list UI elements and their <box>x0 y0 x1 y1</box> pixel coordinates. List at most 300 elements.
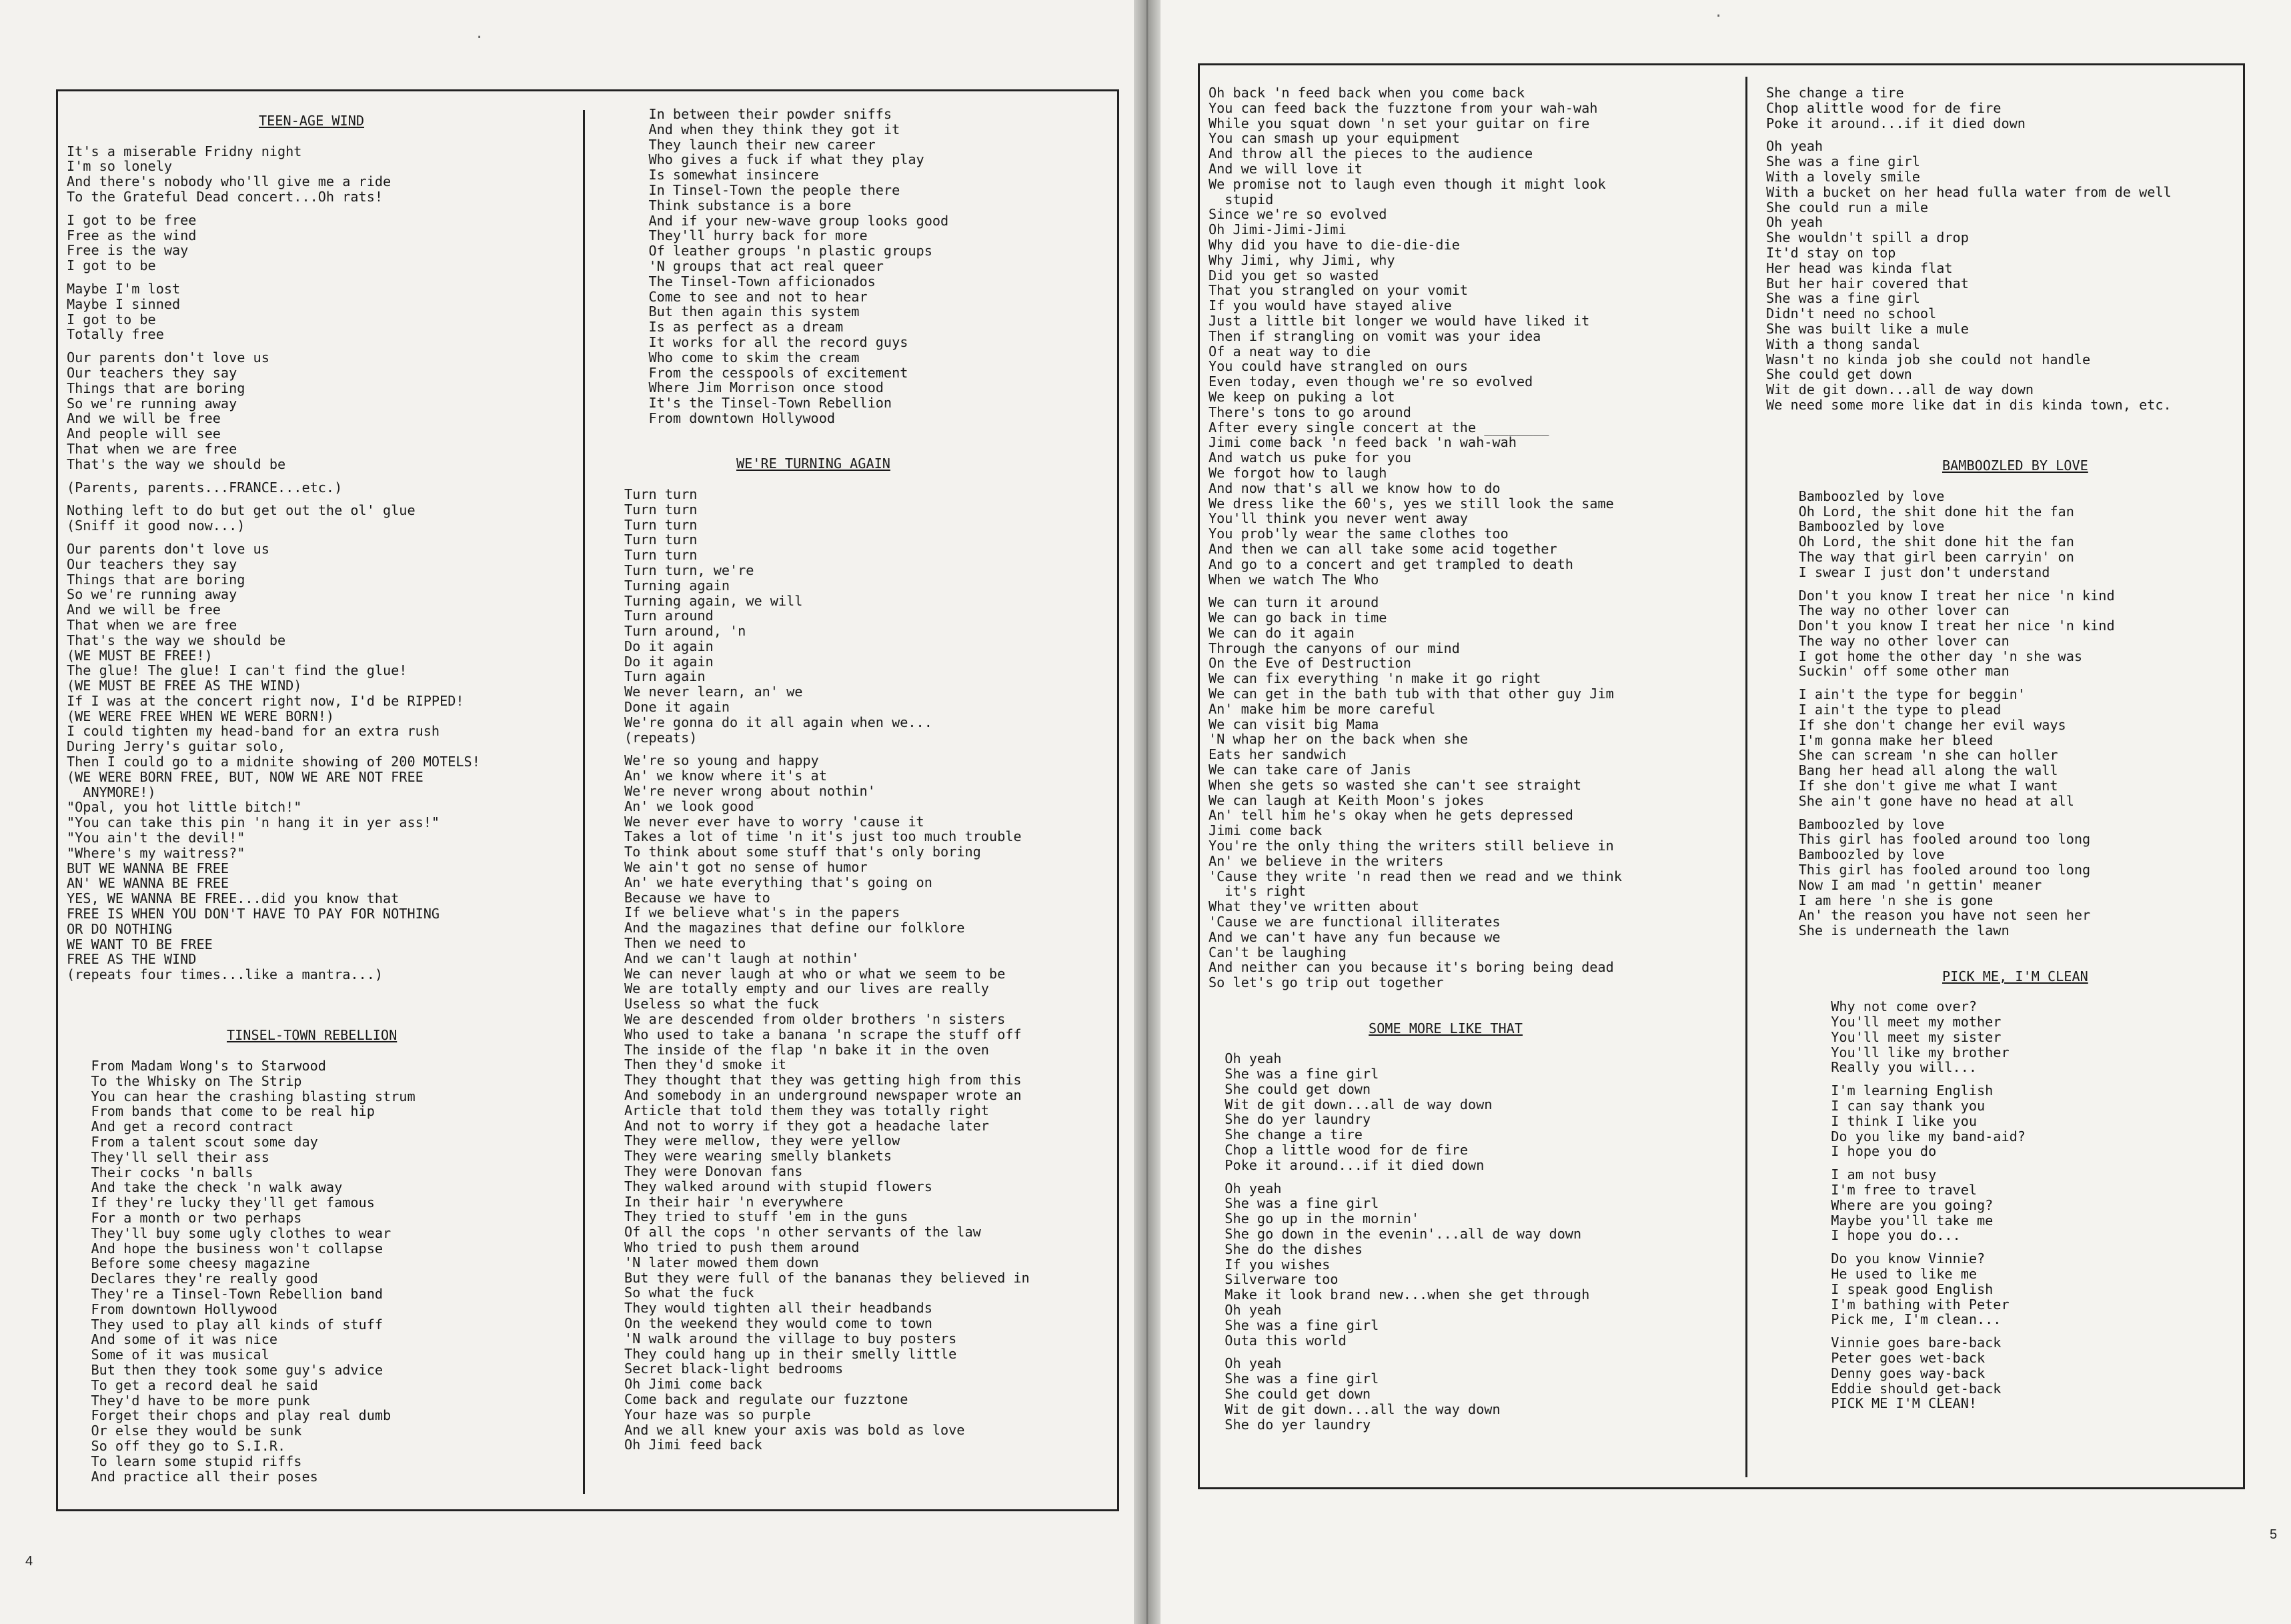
lyric-line: FREE AS THE WIND <box>67 951 197 968</box>
lyric-line: From downtown Hollywood <box>624 410 836 426</box>
lyric-line: It's the Tinsel-Town Rebellion <box>624 395 892 412</box>
stanza-break <box>1766 938 2172 954</box>
lyric-line: And we can't have any fun because we <box>1209 928 1501 945</box>
lyric-line: FREE IS WHEN YOU DON'T HAVE TO PAY FOR NOTHING <box>67 906 440 922</box>
lyric-line: They used to play all kinds of stuff <box>67 1316 384 1333</box>
lyric-line: That you strangled on your vomit <box>1209 282 1468 299</box>
lyric-line: Our parents don't love us <box>67 540 269 557</box>
lyric-line: You can smash up your equipment <box>1209 130 1460 147</box>
lyric-line: You'll think you never went away <box>1209 510 1468 527</box>
lyric-line: If you would have stayed alive <box>1209 297 1452 314</box>
stanza-break <box>624 442 1030 457</box>
lyric-line: That's the way we should be <box>67 632 286 648</box>
lyric-line: She do the dishes <box>1209 1241 1363 1257</box>
lyric-line: AN' WE WANNA BE FREE <box>67 875 229 892</box>
lyric-line: I got home the other day 'n she was <box>1766 648 2083 664</box>
stanza-break <box>624 426 1030 442</box>
lyric-line: She could get down <box>1766 366 1912 383</box>
lyric-line: Jimi come back 'n feed back 'n wah-wah <box>1209 434 1517 451</box>
lyric-line: Is somewhat insincere <box>624 167 819 183</box>
lyric-line: The way that girl been carryin' on <box>1766 548 2074 565</box>
lyric-line: If she don't give me what I want <box>1766 778 2058 794</box>
lyric-line: Oh yeah <box>1766 214 1823 231</box>
lyric-line: Oh yeah <box>1209 1301 1282 1318</box>
lyric-line: (WE MUST BE FREE AS THE WIND) <box>67 678 302 694</box>
lyric-line: Bamboozled by love <box>1766 518 1945 535</box>
lyric-line: And go to a concert and get trampled to death <box>1209 556 1573 572</box>
lyric-line: They were wearing smelly blankets <box>624 1148 892 1164</box>
lyric-line: Who used to take a banana 'n scrape the stuff off <box>624 1026 1022 1042</box>
lyric-line: Now I am mad 'n gettin' meaner <box>1766 876 2042 893</box>
lyric-line: An' we hate everything that's going on <box>624 874 932 890</box>
lyric-line: On the Eve of Destruction <box>1209 655 1411 672</box>
lyric-line: And there's nobody who'll give me a ride <box>67 173 392 190</box>
lyric-line: If they're lucky they'll get famous <box>67 1194 375 1211</box>
lyric-line: But her hair covered that <box>1766 275 1969 291</box>
lyric-line: Oh yeah <box>1209 1050 1282 1067</box>
lyric-line: Oh Jimi-Jimi-Jimi <box>1209 221 1347 238</box>
lyric-line: An' we believe in the writers <box>1209 852 1444 869</box>
lyric-line: This girl has fooled around too long <box>1766 831 2091 848</box>
lyric-line: Poke it around...if it died down <box>1766 115 2026 131</box>
lyric-line: Turning again <box>624 577 730 594</box>
lyric-line: This girl has fooled around too long <box>1766 862 2091 878</box>
lyric-line: Your haze was so purple <box>624 1406 811 1423</box>
lyric-line: And neither can you because it's boring being dead <box>1209 959 1614 976</box>
lyric-line: So off they go to S.I.R. <box>67 1437 286 1454</box>
lyric-line: It's a miserable Fridny night <box>67 143 302 159</box>
lyric-line: 'Cause they write 'n read then we read and we think <box>1209 868 1622 884</box>
lyric-line: And we can't laugh at nothin' <box>624 950 860 966</box>
lyric-line: Didn't need no school <box>1766 305 1937 322</box>
song-title: PICK ME, I'M CLEAN <box>1942 968 2088 984</box>
lyric-line: Why Jimi, why Jimi, why <box>1209 251 1395 268</box>
lyric-line: Outa this world <box>1209 1332 1347 1349</box>
lyric-line: Do it again <box>624 638 714 654</box>
lyric-line: The way no other lover can <box>1766 602 2010 619</box>
lyric-line: Declares they're really good <box>67 1271 318 1287</box>
lyric-line: So we're running away <box>67 395 237 412</box>
lyric-line: Even today, even though we're so evolved <box>1209 373 1533 390</box>
lyric-line: WE WANT TO BE FREE <box>67 936 213 952</box>
stanza-break <box>1766 984 2172 999</box>
lyric-line: Chop a little wood for de fire <box>1209 1141 1468 1158</box>
lyric-line: "You can take this pin 'n hang it in yer ass!" <box>67 814 440 831</box>
lyric-line: Article that told them they was totally right <box>624 1102 989 1118</box>
lyric-line: Who tried to push them around <box>624 1239 860 1255</box>
lyric-line: Peter goes wet-back <box>1766 1349 1986 1366</box>
lyric-line: It works for all the record guys <box>624 333 908 350</box>
lyric-line: Do you like my band-aid? <box>1766 1128 2026 1144</box>
lyric-line: Through the canyons of our mind <box>1209 640 1460 656</box>
lyric-line: And throw all the pieces to the audience <box>1209 145 1533 162</box>
lyric-line: An' make him be more careful <box>1209 700 1436 717</box>
lyric-line: PICK ME I'M CLEAN! <box>1766 1395 1978 1412</box>
lyric-line: 'N whap her on the back when she <box>1209 731 1468 748</box>
right-column-divider <box>1745 77 1747 1477</box>
lyric-line: Or else they would be sunk <box>67 1423 302 1439</box>
lyric-line: They'll hurry back for more <box>624 227 868 244</box>
lyric-line: In their hair 'n everywhere <box>624 1193 844 1210</box>
lyric-line: Turn turn <box>624 532 698 548</box>
lyric-line: 'N later mowed them down <box>624 1254 819 1271</box>
lyric-line: it's right <box>1209 883 1306 900</box>
lyric-line: Maybe I sinned <box>67 295 181 312</box>
lyric-line: Oh Lord, the shit done hit the fan <box>1766 503 2074 520</box>
lyric-line: We are descended from older brothers 'n sisters <box>624 1011 1006 1028</box>
lyric-line: The glue! The glue! I can't find the glue! <box>67 662 408 679</box>
lyric-line: From a talent scout some day <box>67 1134 318 1150</box>
lyric-line: You can hear the crashing blasting strum <box>67 1088 416 1104</box>
lyric-line: And hope the business won't collapse <box>67 1240 384 1257</box>
lyric-line: Forget their chops and play real dumb <box>67 1407 392 1424</box>
lyric-line: (repeats four times...like a mantra...) <box>67 966 384 983</box>
stanza-break <box>1209 1006 1622 1021</box>
lyric-line: I'm learning English <box>1766 1082 1994 1099</box>
lyric-line: (WE WERE FREE WHEN WE WERE BORN!) <box>67 708 335 724</box>
stanza-break <box>1209 1173 1622 1181</box>
lyric-line: You prob'ly wear the same clothes too <box>1209 526 1509 542</box>
lyric-line: Oh Jimi come back <box>624 1376 762 1393</box>
lyric-line: And some of it was nice <box>67 1331 278 1348</box>
lyric-line: Turn turn <box>624 516 698 533</box>
lyric-line: She was a fine girl <box>1209 1317 1379 1333</box>
lyric-line: Did you get so wasted <box>1209 267 1379 283</box>
lyric-line: So what the fuck <box>624 1285 754 1301</box>
lyric-line: We can fix everything 'n make it go right <box>1209 670 1541 687</box>
lyric-line: I'm bathing with Peter <box>1766 1296 2010 1313</box>
lyric-line: You're the only thing the writers still believe in <box>1209 838 1614 854</box>
lyric-line: We forgot how to laugh <box>1209 464 1387 481</box>
lyric-line: The inside of the flap 'n bake it in the oven <box>624 1041 989 1058</box>
lyric-line: Do it again <box>624 653 714 670</box>
stanza-break <box>1766 443 2172 458</box>
lyric-line: Suckin' off some other man <box>1766 663 2010 680</box>
lyric-line: (WE WERE BORN FREE, BUT, NOW WE ARE NOT FREE <box>67 768 424 785</box>
lyric-line: Wit de git down...all de way down <box>1209 1096 1493 1112</box>
lyric-line: Denny goes way-back <box>1766 1365 1986 1381</box>
lyric-line: In between their powder sniffs <box>624 106 892 122</box>
lyric-line: Who gives a fuck if what they play <box>624 151 924 168</box>
lyric-line: But then again this system <box>624 303 860 320</box>
lyric-line: Pick me, I'm clean... <box>1766 1311 2002 1328</box>
lyric-line: Don't you know I treat her nice 'n kind <box>1766 587 2115 604</box>
lyric-line: Turn turn <box>624 501 698 518</box>
lyric-line: Make it look brand new...when she get through <box>1209 1287 1590 1303</box>
lyric-line: They tried to stuff 'em in the guns <box>624 1208 908 1225</box>
lyric-line: She could get down <box>1209 1080 1371 1097</box>
lyric-line: Her head was kinda flat <box>1766 259 1953 276</box>
lyric-line: I ain't the type to plead <box>1766 702 2002 718</box>
lyric-line: We can go back in time <box>1209 610 1387 626</box>
lyric-line: You'll meet my sister <box>1766 1028 2002 1045</box>
lyric-line: Chop alittle wood for de fire <box>1766 99 2002 116</box>
lyric-line: "Where's my waitress?" <box>67 844 245 861</box>
lyric-line: I can say thank you <box>1766 1098 1986 1114</box>
song-title: WE'RE TURNING AGAIN <box>736 456 890 472</box>
lyric-line: She go up in the mornin' <box>1209 1210 1420 1227</box>
lyric-line: Free as the wind <box>67 227 197 243</box>
lyric-line: Turn turn, we're <box>624 562 754 578</box>
stanza-break <box>67 998 480 1013</box>
lyric-line: She go down in the evenin'...all de way down <box>1209 1225 1582 1242</box>
lyric-line: You'll like my brother <box>1766 1044 2010 1060</box>
lyric-line: For a month or two perhaps <box>67 1209 302 1226</box>
lyric-line: Then I could go to a midnite showing of 200 MOTELS! <box>67 754 480 770</box>
lyric-line: Oh Jimi feed back <box>624 1437 762 1453</box>
lyric-line: Our teachers they say <box>67 364 237 381</box>
lyric-line: Is as perfect as a dream <box>624 319 844 335</box>
lyric-line: Turn around <box>624 608 714 624</box>
stanza-break <box>67 129 480 144</box>
lyric-line: And people will see <box>67 426 221 442</box>
lyric-line: Their cocks 'n balls <box>67 1164 253 1180</box>
lyric-line: I hope you do... <box>1766 1227 1961 1244</box>
lyric-line: We can take care of Janis <box>1209 762 1411 778</box>
lyric-line: Bang her head all along the wall <box>1766 762 2058 779</box>
lyric-line: Vinnie goes bare-back <box>1766 1335 2002 1351</box>
lyric-line: YES, WE WANNA BE FREE...did you know that <box>67 890 400 907</box>
lyric-line: Our teachers they say <box>67 556 237 572</box>
lyric-line: I could tighten my head-band for an extra rush <box>67 723 440 740</box>
lyric-line: And then we can all take some acid together <box>1209 540 1557 557</box>
lyric-line: Totally free <box>67 326 164 343</box>
lyric-line: We are totally empty and our lives are really <box>624 980 989 997</box>
lyric-line: She was built like a mule <box>1766 320 1969 337</box>
lyric-line: Where are you going? <box>1766 1196 1994 1213</box>
lyric-line: Why did you have to die-die-die <box>1209 236 1460 253</box>
lyric-line: We ain't got no sense of humor <box>624 859 868 876</box>
lyric-line: That when we are free <box>67 440 237 457</box>
lyric-line: And practice all their poses <box>67 1468 318 1485</box>
lyric-line: Turn turn <box>624 486 698 502</box>
lyric-line: (Sniff it good now...) <box>67 518 245 534</box>
stanza-break <box>1766 809 2172 817</box>
lyric-line: With a bucket on her head fulla water from de well <box>1766 183 2172 200</box>
lyric-line: From the cesspools of excitement <box>624 364 908 381</box>
lyric-line: He used to like me <box>1766 1265 1978 1282</box>
lyric-line: Maybe you'll take me <box>1766 1212 1994 1229</box>
lyric-line: They walked around with stupid flowers <box>624 1178 932 1194</box>
lyric-line: Silverware too <box>1209 1271 1339 1288</box>
lyric-line: To get a record deal he said <box>67 1377 318 1393</box>
lyric-line: And we will be free <box>67 602 221 618</box>
lyric-line: (repeats) <box>624 729 698 746</box>
lyric-line: From Madam Wong's to Starwood <box>67 1058 326 1074</box>
lyric-line: We can visit big Mama <box>1209 716 1379 732</box>
stanza-break <box>1766 954 2172 969</box>
lyric-line: She was a fine girl <box>1209 1195 1379 1212</box>
lyric-line: You'll meet my mother <box>1766 1014 2002 1030</box>
lyric-line: I'm gonna make her bleed <box>1766 732 1994 748</box>
stanza-break <box>1209 1036 1622 1051</box>
lyric-line: You can feed back the fuzztone from your wah-wah <box>1209 99 1598 116</box>
lyric-line: In Tinsel-Town the people there <box>624 181 900 198</box>
lyrics-column-4 <box>1766 85 2172 1411</box>
stanza-break <box>1766 413 2172 428</box>
lyric-line: So let's go trip out together <box>1209 974 1444 991</box>
lyric-line: We never learn, an' we <box>624 684 803 700</box>
lyric-line: Oh yeah <box>1766 138 1823 155</box>
lyric-line: And we all knew your axis was bold as love <box>624 1421 965 1438</box>
lyric-line: She could run a mile <box>1766 199 1929 215</box>
lyric-line: Turn around, 'n <box>624 623 746 640</box>
lyric-line: Do you know Vinnie? <box>1766 1251 1986 1267</box>
lyric-line: "You ain't the devil!" <box>67 830 245 846</box>
lyric-line: Turning again, we will <box>624 592 803 609</box>
lyric-line: You could have strangled on ours <box>1209 358 1468 375</box>
lyric-line: Some of it was musical <box>67 1347 269 1363</box>
lyric-line: To the Grateful Dead concert...Oh rats! <box>67 188 384 205</box>
lyric-line: When we watch The Who <box>1209 571 1379 588</box>
stanza-break <box>67 1013 480 1028</box>
lyric-line: We're gonna do it all again when we... <box>624 714 932 730</box>
book-gutter <box>1134 0 1161 1624</box>
lyric-line: Things that are boring <box>67 571 245 588</box>
lyric-line: The way no other lover can <box>1766 632 2010 649</box>
stanza-break <box>1766 580 2172 588</box>
lyric-line: From bands that come to be real hip <box>67 1103 375 1120</box>
lyric-line: While you squat down 'n set your guitar on fire <box>1209 115 1590 131</box>
lyric-line: Takes a lot of time 'n it's just too much trouble <box>624 828 1022 845</box>
lyrics-column-1 <box>67 113 480 1484</box>
lyric-line: Then if strangling on vomit was your idea <box>1209 327 1541 344</box>
lyric-line: Think substance is a bore <box>624 197 852 213</box>
lyric-line: If she don't change her evil ways <box>1766 716 2066 733</box>
lyric-line: Useless so what the fuck <box>624 996 819 1012</box>
lyric-line: stupid <box>1209 191 1274 207</box>
lyric-line: Who come to skim the cream <box>624 349 860 365</box>
lyric-line: They'll sell their ass <box>67 1148 269 1165</box>
lyric-line: But they were full of the bananas they believed in <box>624 1269 1030 1286</box>
lyric-line: They were mellow, they were yellow <box>624 1132 900 1149</box>
lyric-line: To learn some stupid riffs <box>67 1453 302 1469</box>
lyric-line: We're never wrong about nothin' <box>624 783 876 800</box>
lyric-line: We promise not to laugh even though it might look <box>1209 175 1606 192</box>
lyric-line: Where Jim Morrison once stood <box>624 379 884 396</box>
lyric-line: She ain't gone have no head at all <box>1766 792 2074 809</box>
lyric-line: Of a neat way to die <box>1209 343 1371 359</box>
stanza-break <box>624 472 1030 487</box>
lyric-line: Eats her sandwich <box>1209 746 1347 763</box>
lyric-line: (WE MUST BE FREE!) <box>67 647 213 664</box>
lyrics-column-2 <box>624 107 1030 1453</box>
lyric-line: Come to see and not to hear <box>624 288 868 305</box>
lyric-line: Eddie should get-back <box>1766 1380 2002 1397</box>
lyric-line: And now that's all we know how to do <box>1209 480 1501 496</box>
lyric-line: Bamboozled by love <box>1766 846 1945 863</box>
lyric-line: Our parents don't love us <box>67 349 269 366</box>
lyric-line: We can do it again <box>1209 624 1355 641</box>
lyric-line: "Opal, you hot little bitch!" <box>67 799 302 816</box>
scan-mark: · <box>475 29 484 46</box>
lyric-line: We're so young and happy <box>624 752 819 769</box>
lyric-line: When she gets so wasted she can't see straight <box>1209 776 1582 793</box>
left-column-divider <box>583 110 585 1494</box>
lyric-line: To the Whisky on The Strip <box>67 1072 302 1089</box>
lyric-line: That when we are free <box>67 616 237 633</box>
lyric-line: 'N walk around the village to buy posters <box>624 1330 957 1347</box>
lyric-line: They were Donovan fans <box>624 1162 803 1179</box>
lyric-line: Poke it around...if it died down <box>1209 1156 1485 1173</box>
lyric-line: Jimi come back <box>1209 822 1323 839</box>
lyric-line: She change a tire <box>1766 85 1904 101</box>
lyric-line: If I was at the concert right now, I'd be RIPPED! <box>67 692 464 709</box>
lyric-line: I got to be free <box>67 211 197 228</box>
lyric-line: She was a fine girl <box>1209 1371 1379 1387</box>
song-title: SOME MORE LIKE THAT <box>1369 1020 1523 1036</box>
lyric-line: And not to worry if they got a headache later <box>624 1117 989 1134</box>
lyric-line: If we believe what's in the papers <box>624 904 900 921</box>
lyric-line: She can scream 'n she can holler <box>1766 747 2058 764</box>
lyric-line: I'm so lonely <box>67 158 173 175</box>
lyric-line: But then they took some guy's advice <box>67 1361 384 1378</box>
lyric-line: Before some cheesy magazine <box>67 1255 310 1272</box>
stanza-break <box>67 205 480 213</box>
lyric-line: She change a tire <box>1209 1126 1363 1143</box>
lyric-line: She was a fine girl <box>1209 1066 1379 1082</box>
lyric-line: They'll buy some ugly clothes to wear <box>67 1225 392 1241</box>
stanza-break <box>1766 131 2172 139</box>
lyric-line: The Tinsel-Town afficionados <box>624 273 876 289</box>
lyric-line: And take the check 'n walk away <box>67 1179 343 1196</box>
lyric-line: I am not busy <box>1766 1166 1937 1183</box>
lyric-line: She do yer laundry <box>1209 1416 1371 1433</box>
lyric-line: And we will be free <box>67 410 221 427</box>
lyric-line: An' tell him he's okay when he gets depressed <box>1209 807 1573 824</box>
lyric-line: Things that are boring <box>67 379 245 396</box>
lyric-line: That's the way we should be <box>67 456 286 472</box>
page-number-left: 4 <box>25 1554 33 1569</box>
lyric-line: It'd stay on top <box>1766 244 1896 261</box>
lyric-line: What they've written about <box>1209 898 1420 915</box>
lyric-line: We can never laugh at who or what we seem to be <box>624 965 1006 982</box>
lyric-line: Then we need to <box>624 935 746 952</box>
lyric-line: To think about some stuff that's only boring <box>624 844 981 860</box>
lyric-line: Secret black-light bedrooms <box>624 1361 844 1377</box>
lyric-line: And when they think they got it <box>624 121 900 137</box>
lyric-line: Free is the way <box>67 242 189 259</box>
lyric-line: I speak good English <box>1766 1281 1994 1297</box>
lyric-line: I hope you do <box>1766 1143 1937 1160</box>
stanza-break <box>1766 428 2172 444</box>
stanza-break <box>1766 474 2172 489</box>
lyric-line: And the magazines that define our folklore <box>624 920 965 936</box>
lyric-line: Oh back 'n feed back when you come back <box>1209 85 1525 101</box>
lyric-line: We keep on puking a lot <box>1209 388 1395 405</box>
song-title: TINSEL-TOWN REBELLION <box>227 1027 398 1044</box>
lyric-line: I am here 'n she is gone <box>1766 892 1994 908</box>
lyric-line: And somebody in an underground newspaper wrote an <box>624 1087 1022 1103</box>
lyric-line: Wit de git down...all de way down <box>1766 381 2034 398</box>
lyric-line: BUT WE WANNA BE FREE <box>67 860 229 876</box>
lyric-line: Then they'd smoke it <box>624 1056 787 1073</box>
lyric-line: They would tighten all their headbands <box>624 1300 932 1317</box>
scan-mark: · <box>1714 8 1723 25</box>
lyric-line: She was a fine girl <box>1766 153 1920 170</box>
lyric-line: We can get in the bath tub with that other guy Jim <box>1209 686 1614 702</box>
lyric-line: Just a little bit longer we would have liked it <box>1209 312 1590 329</box>
lyric-line: And get a record contract <box>67 1118 294 1135</box>
song-title: BAMBOOZLED BY LOVE <box>1942 458 2088 474</box>
lyric-line: Wit de git down...all the way down <box>1209 1401 1501 1417</box>
lyric-line: On the weekend they would come to town <box>624 1315 932 1331</box>
lyric-line: They thought that they was getting high from this <box>624 1072 1022 1088</box>
lyric-line: We need some more like dat in dis kinda town, etc. <box>1766 396 2172 413</box>
lyric-line: An' the reason you have not seen her <box>1766 907 2091 924</box>
lyric-line: She could get down <box>1209 1385 1371 1402</box>
lyric-line: I think I like you <box>1766 1112 1978 1129</box>
